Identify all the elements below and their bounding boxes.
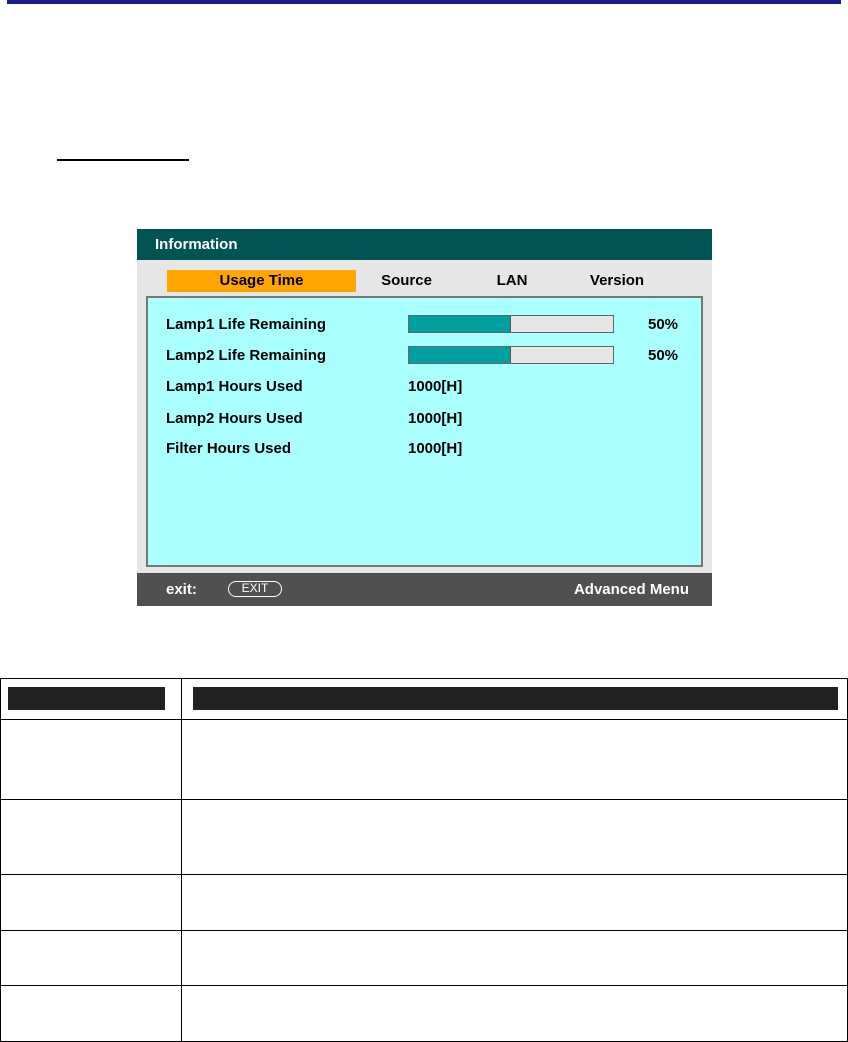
table-border [0, 678, 1, 1042]
table-rule [0, 874, 848, 875]
menu-footer [137, 573, 712, 606]
exit-label: exit: [166, 581, 197, 598]
table-rule [0, 930, 848, 931]
lamp2-life-bar-fill [409, 347, 511, 363]
exit-key-button[interactable]: EXIT [228, 581, 282, 597]
section-heading-underline [57, 159, 189, 161]
lamp2-life-percent: 50% [648, 347, 679, 364]
page-top-rule [7, 0, 841, 4]
row-label: Filter Hours Used [166, 440, 292, 457]
table-rule [0, 678, 848, 679]
tab-version[interactable]: Version [589, 272, 645, 289]
tab-usage-time[interactable]: Usage Time [167, 270, 356, 292]
row-label: Lamp1 Life Remaining [166, 316, 327, 333]
table-header-cell [193, 687, 838, 710]
advanced-menu-label: Advanced Menu [573, 581, 689, 598]
table-header-cell [8, 687, 165, 710]
description-table [0, 678, 848, 1042]
tab-lan[interactable]: LAN [496, 272, 528, 289]
row-label: Lamp1 Hours Used [166, 378, 303, 395]
lamp1-life-bar-fill [409, 316, 511, 332]
row-value: 1000[H] [408, 378, 463, 395]
menu-tabs [137, 260, 712, 291]
information-menu-window [137, 229, 712, 606]
table-rule [0, 799, 848, 800]
tab-source[interactable]: Source [381, 272, 432, 289]
lamp2-life-bar [408, 346, 614, 364]
row-value: 1000[H] [408, 440, 463, 457]
usage-time-panel [146, 296, 703, 567]
row-label: Lamp2 Life Remaining [166, 347, 327, 364]
lamp1-life-percent: 50% [648, 316, 679, 333]
row-label: Lamp2 Hours Used [166, 410, 303, 427]
row-value: 1000[H] [408, 410, 463, 427]
table-rule [0, 985, 848, 986]
table-border [181, 678, 182, 1042]
lamp1-life-bar [408, 315, 614, 333]
table-rule [0, 719, 848, 720]
menu-title: Information [137, 229, 712, 260]
